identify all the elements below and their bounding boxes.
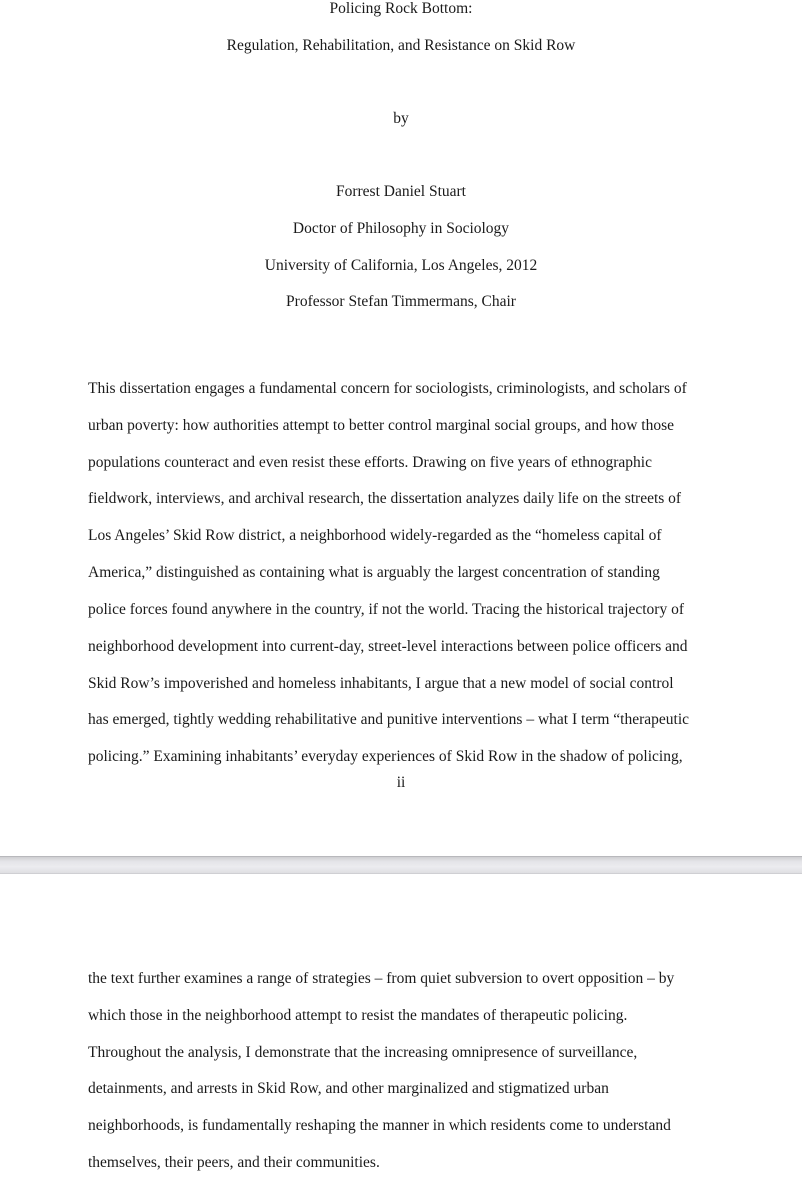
page-number: ii bbox=[396, 774, 406, 791]
abstract-line: police forces found anywhere in the country, if not the world. Tracing the historical trajectory of bbox=[88, 601, 685, 618]
abstract-line: has emerged, tightly wedding rehabilitative and punitive interventions – what I term “therapeutic bbox=[88, 711, 690, 728]
abstract-line: fieldwork, interviews, and archival research, the dissertation analyzes daily life on the streets of bbox=[88, 490, 682, 507]
dissertation-title: Policing Rock Bottom: bbox=[329, 0, 473, 17]
by-line: by bbox=[393, 110, 409, 127]
degree-line: Doctor of Philosophy in Sociology bbox=[292, 220, 510, 237]
body-line: the text further examines a range of strategies – from quiet subversion to overt opposition – by bbox=[88, 970, 675, 987]
abstract-line: This dissertation engages a fundamental concern for sociologists, criminologists, and scholars of bbox=[88, 380, 687, 397]
abstract-line: Skid Row’s impoverished and homeless inhabitants, I argue that a new model of social control bbox=[88, 675, 674, 692]
abstract-line: America,” distinguished as containing what is arguably the largest concentration of standing bbox=[88, 564, 660, 581]
abstract-line: populations counteract and even resist these efforts. Drawing on five years of ethnographic bbox=[88, 454, 652, 471]
institution-line: University of California, Los Angeles, 2012 bbox=[264, 257, 538, 274]
body-line: themselves, their peers, and their communities. bbox=[88, 1154, 380, 1171]
body-line: detainments, and arrests in Skid Row, and other marginalized and stigmatized urban bbox=[88, 1080, 609, 1097]
abstract-line: neighborhood development into current-day, street-level interactions between police officers and bbox=[88, 638, 688, 655]
abstract-line: Los Angeles’ Skid Row district, a neighborhood widely-regarded as the “homeless capital of bbox=[88, 527, 662, 544]
author-name: Forrest Daniel Stuart bbox=[335, 183, 466, 200]
abstract-line: urban poverty: how authorities attempt to better control marginal social groups, and how those bbox=[88, 417, 674, 434]
chair-line: Professor Stefan Timmermans, Chair bbox=[286, 293, 516, 310]
body-line: neighborhoods, is fundamentally reshaping the manner in which residents come to understand bbox=[88, 1117, 671, 1134]
abstract-line: policing.” Examining inhabitants’ everyday experiences of Skid Row in the shadow of policing, bbox=[88, 748, 683, 765]
dissertation-subtitle: Regulation, Rehabilitation, and Resistance on Skid Row bbox=[226, 37, 576, 54]
page-break-divider bbox=[0, 856, 802, 874]
body-line: which those in the neighborhood attempt to resist the mandates of therapeutic policing. bbox=[88, 1007, 628, 1024]
body-line: Throughout the analysis, I demonstrate that the increasing omnipresence of surveillance, bbox=[88, 1044, 638, 1061]
document-page-next bbox=[0, 874, 802, 1200]
